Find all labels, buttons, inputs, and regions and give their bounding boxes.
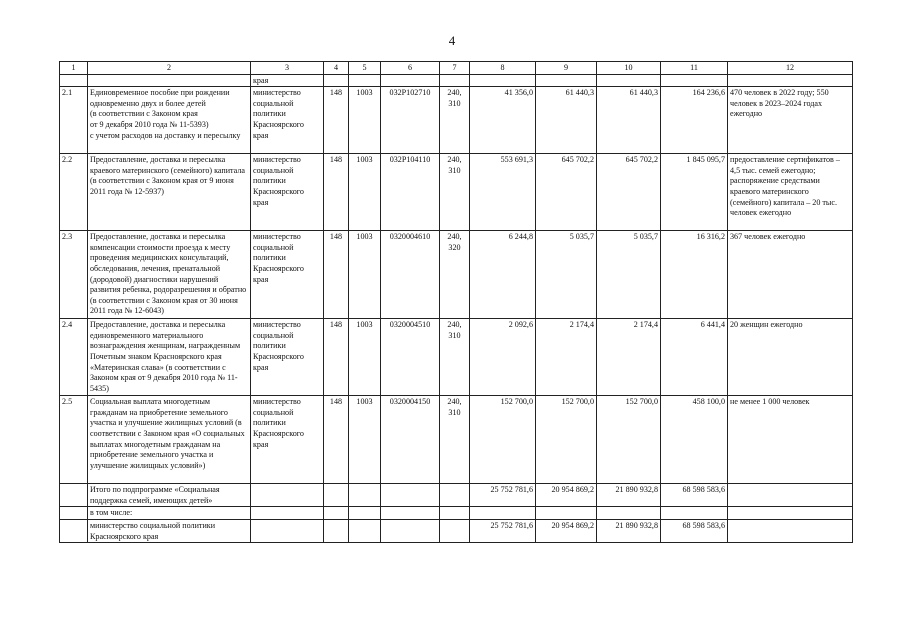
grbs-code: 148 [324, 319, 349, 396]
section-code: 1003 [349, 396, 381, 484]
amount-col11: 458 100,0 [661, 396, 728, 484]
measure-name: Предоставление, доставка и пересылка компенсации стоимости проезда к месту проведения медицинских консультаций, обследования, лечения, пренатальной (дородовой) диагностики нарушений развития ребенка, родоразрешения и обратно (в соответствии с Законом края от 30 июня 2011 года № 12-6043) [88, 231, 251, 319]
expected-result: 470 человек в 2022 году; 550 человек в 2023–2024 годах ежегодно [728, 87, 853, 154]
grbs: министерство социальной политики Красноярского края [251, 231, 324, 319]
expected-result: предоставление сертификатов – 4,5 тыс. семей ежегодно; распоряжение средствами краевого материнского (семейного) капитала – 20 тыс. человек ежегодно [728, 154, 853, 231]
expected-result: 367 человек ежегодно [728, 231, 853, 319]
grbs: министерство социальной политики Красноярского края [251, 87, 324, 154]
total-row [60, 484, 853, 507]
amount-col11: 1 845 095,7 [661, 154, 728, 231]
header-cell: 10 [597, 62, 661, 75]
table-row [60, 231, 853, 319]
amount-col11: 6 441,4 [661, 319, 728, 396]
grbs-code: 148 [324, 87, 349, 154]
table-row [60, 154, 853, 231]
amount-col8: 553 691,3 [470, 154, 536, 231]
amount-col8: 2 092,6 [470, 319, 536, 396]
total-col11: 68 598 583,6 [661, 484, 728, 507]
section-code: 1003 [349, 231, 381, 319]
including-row [60, 507, 853, 520]
table-row [60, 319, 853, 396]
including-label: в том числе: [88, 507, 251, 520]
amount-col9: 152 700,0 [536, 396, 597, 484]
measure-name: Социальная выплата многодетным гражданам на приобретение земельного участка и улучшение жилищных условий (в соответствии с Законом края «О социальных выплатах многодетным гражданам на приобретение земельного участка и улучшение жилищных условий») [88, 396, 251, 484]
table-row [60, 396, 853, 484]
row-number: 2.2 [60, 154, 88, 231]
header-cell: 12 [728, 62, 853, 75]
total-col9: 20 954 869,2 [536, 484, 597, 507]
header-cell: 11 [661, 62, 728, 75]
expected-result: не менее 1 000 человек [728, 396, 853, 484]
amount-col8: 152 700,0 [470, 396, 536, 484]
ministry-col10: 21 890 932,8 [597, 519, 661, 542]
expense-type: 240, 310 [440, 319, 470, 396]
ministry-label: министерство социальной политики Красноярского края [88, 519, 251, 542]
total-col8: 25 752 781,6 [470, 484, 536, 507]
ministry-col9: 20 954 869,2 [536, 519, 597, 542]
amount-col10: 645 702,2 [597, 154, 661, 231]
total-col10: 21 890 932,8 [597, 484, 661, 507]
ministry-col11: 68 598 583,6 [661, 519, 728, 542]
row-number: 2.5 [60, 396, 88, 484]
expense-type: 240, 310 [440, 154, 470, 231]
grbs: министерство социальной политики Красноярского края [251, 154, 324, 231]
ministry-col8: 25 752 781,6 [470, 519, 536, 542]
target-article: 0320004510 [381, 319, 440, 396]
target-article: 0320004150 [381, 396, 440, 484]
header-cell: 6 [381, 62, 440, 75]
amount-col10: 61 440,3 [597, 87, 661, 154]
expense-type: 240, 310 [440, 87, 470, 154]
grbs: министерство социальной политики Красноярского края [251, 396, 324, 484]
subprogram-table [59, 61, 853, 543]
measure-name: Предоставление, доставка и пересылка краевого материнского (семейного) капитала (в соответствии с Законом края от 9 июня 2011 года № 12-5937) [88, 154, 251, 231]
section-code: 1003 [349, 87, 381, 154]
amount-col8: 41 356,0 [470, 87, 536, 154]
grbs-code: 148 [324, 396, 349, 484]
header-cell: 5 [349, 62, 381, 75]
header-cell: 2 [88, 62, 251, 75]
header-cell: 9 [536, 62, 597, 75]
expense-type: 240, 320 [440, 231, 470, 319]
header-cell: 1 [60, 62, 88, 75]
total-label: Итого по подпрограмме «Социальная поддержка семей, имеющих детей» [88, 484, 251, 507]
header-cell: 7 [440, 62, 470, 75]
continuation-row [60, 74, 853, 87]
grbs-code: 148 [324, 154, 349, 231]
amount-col9: 645 702,2 [536, 154, 597, 231]
section-code: 1003 [349, 319, 381, 396]
amount-col10: 5 035,7 [597, 231, 661, 319]
amount-col9: 5 035,7 [536, 231, 597, 319]
header-cell: 4 [324, 62, 349, 75]
grbs: министерство социальной политики Красноярского края [251, 319, 324, 396]
amount-col11: 164 236,6 [661, 87, 728, 154]
amount-col11: 16 316,2 [661, 231, 728, 319]
column-number-row [60, 62, 853, 75]
section-code: 1003 [349, 154, 381, 231]
table-row [60, 87, 853, 154]
grbs-code: 148 [324, 231, 349, 319]
measure-name: Предоставление, доставка и пересылка единовременного материального вознаграждения женщинам, награжденным Почетным знаком Красноярского края «Материнская слава» (в соответствии с Законом края от 9 декабря 2010 года № 11-5435) [88, 319, 251, 396]
expense-type: 240, 310 [440, 396, 470, 484]
row-number: 2.3 [60, 231, 88, 319]
row-number: 2.4 [60, 319, 88, 396]
target-article: 032P104110 [381, 154, 440, 231]
measure-name: Единовременное пособие при рождении одновременно двух и более детей (в соответствии с Законом края от 9 декабря 2010 года № 11-5393) с учетом расходов на доставку и пересылку [88, 87, 251, 154]
header-cell: 8 [470, 62, 536, 75]
continuation-text: края [251, 74, 324, 87]
expected-result: 20 женщин ежегодно [728, 319, 853, 396]
ministry-row [60, 519, 853, 542]
target-article: 032P102710 [381, 87, 440, 154]
amount-col9: 61 440,3 [536, 87, 597, 154]
amount-col10: 152 700,0 [597, 396, 661, 484]
amount-col10: 2 174,4 [597, 319, 661, 396]
amount-col9: 2 174,4 [536, 319, 597, 396]
amount-col8: 6 244,8 [470, 231, 536, 319]
header-cell: 3 [251, 62, 324, 75]
target-article: 0320004610 [381, 231, 440, 319]
row-number: 2.1 [60, 87, 88, 154]
page-number: 4 [448, 33, 456, 48]
